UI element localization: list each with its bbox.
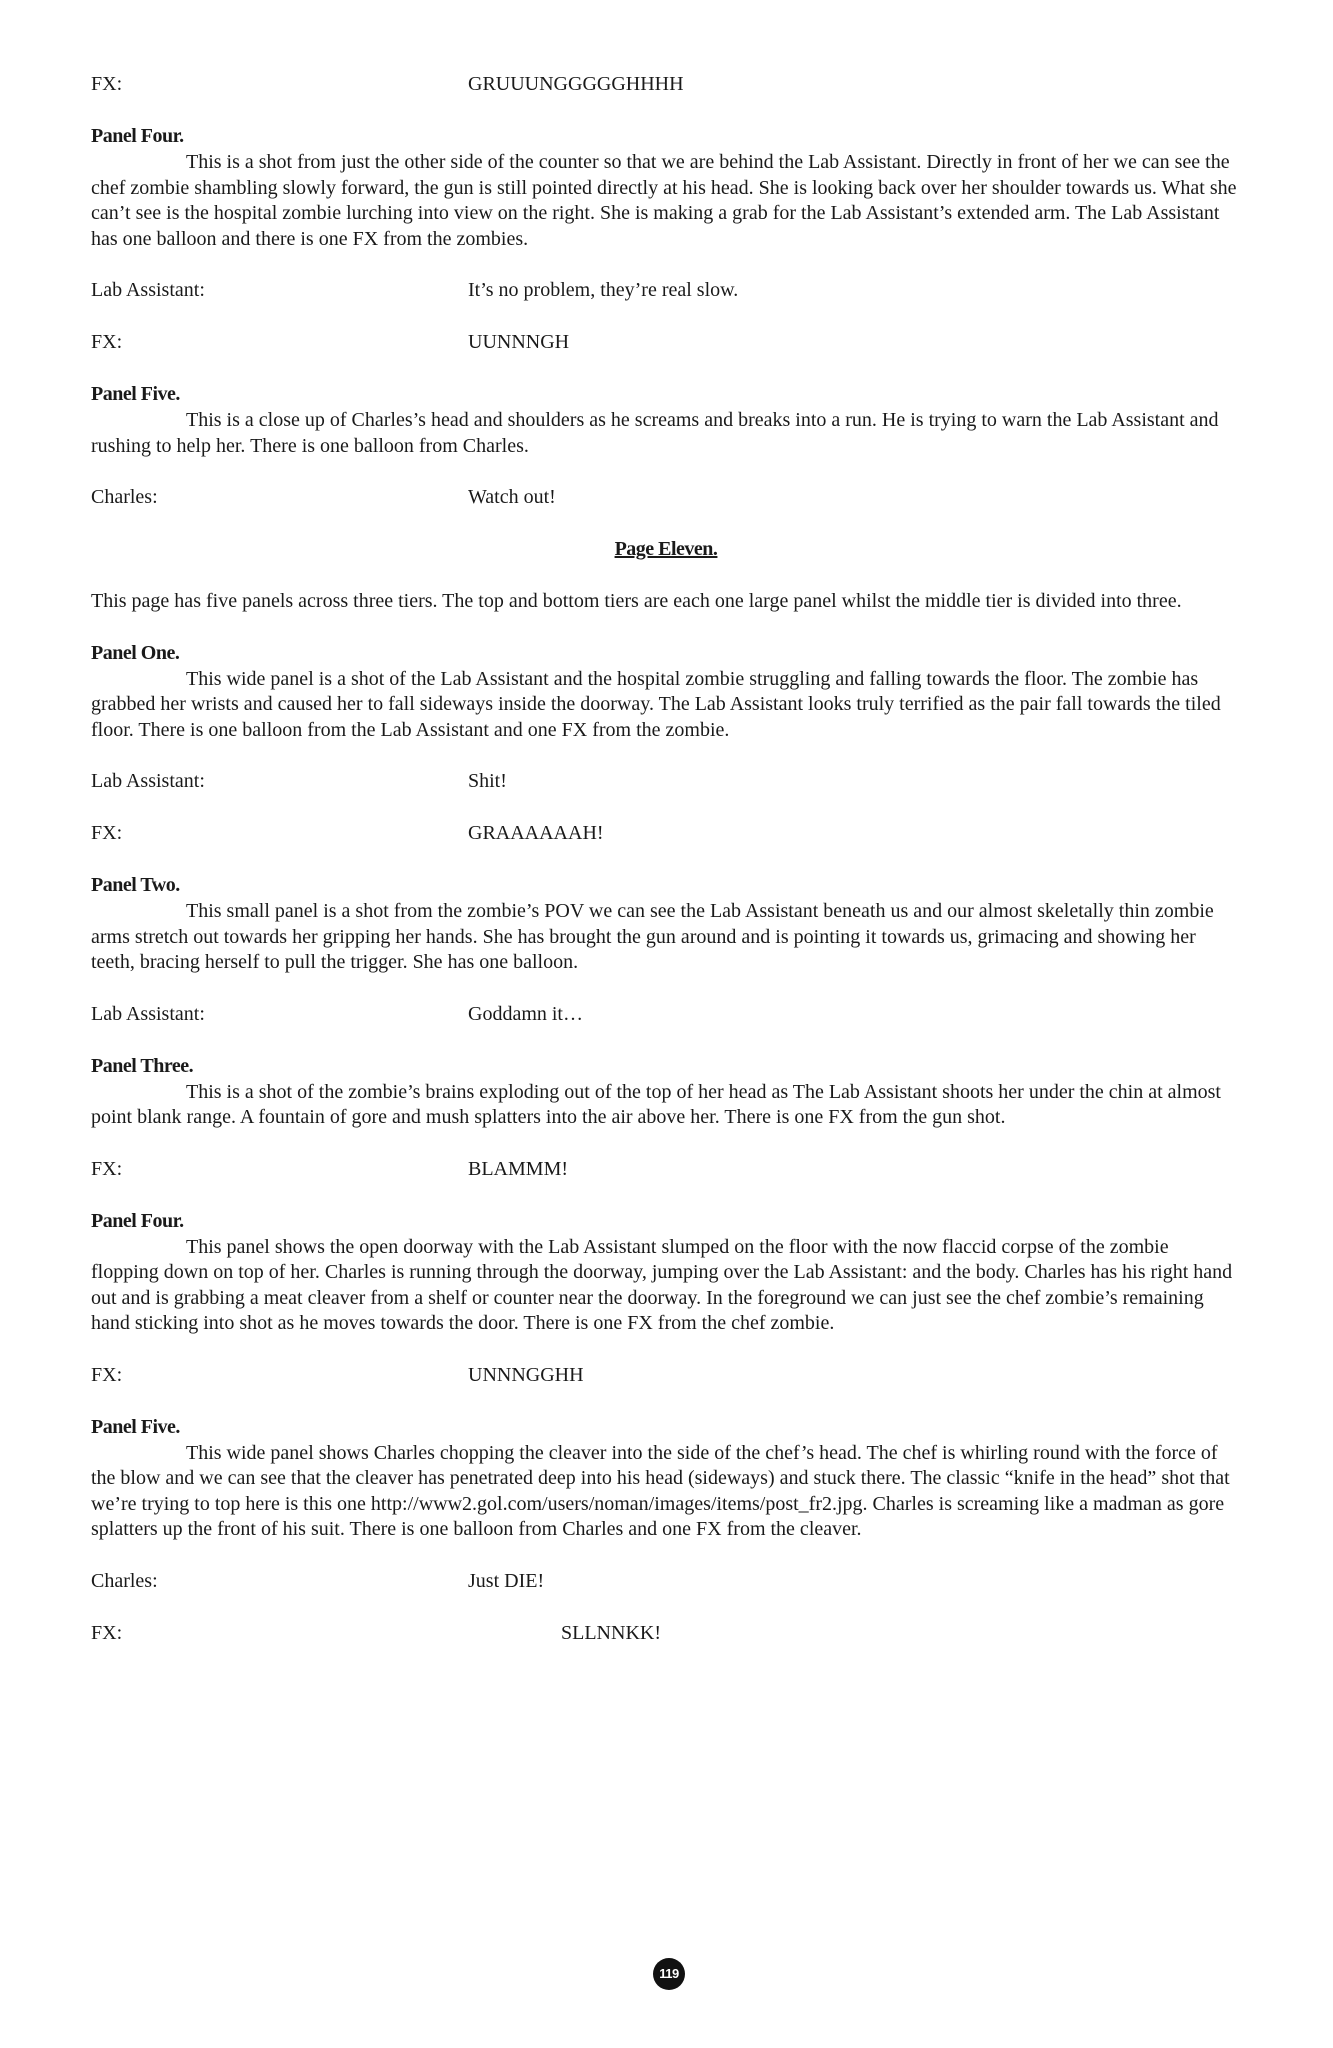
speaker: Lab Assistant: — [91, 1002, 205, 1025]
dialogue-line — [91, 821, 1241, 847]
panel-heading: Panel Five. — [91, 383, 180, 405]
panel-description: This wide panel is a shot of the Lab Assistant and the hospital zombie struggling and falling towards the floor. The zombie has grabbed her wrists and caused her to fall sideways inside the doorway. The Lab Assistant looks truly terrified as the pair fall towards the tiled floor. There is one balloon from the Lab Assistant and one FX from the zombie. — [91, 667, 1221, 741]
page-intro: This page has five panels across three tiers. The top and bottom tiers are each one large panel whilst the middle tier is divided into three. — [91, 590, 1182, 612]
script-page — [91, 72, 1241, 1673]
panel-description: This panel shows the open doorway with the Lab Assistant slumped on the floor with the now flaccid corpse of the zombie flopping down on top of her. Charles is running through the doorway, jumping over the Lab Assistant: and the body. Charles has his right hand out and is grabbing a meat cleaver from a shelf or counter near the doorway. In the foreground we can just see the chef zombie’s remaining hand sticking into shot as he moves towards the door. There is one FX from the chef zombie. — [91, 1235, 1233, 1334]
dialogue-line — [91, 278, 1241, 304]
line: Shit! — [468, 770, 507, 792]
page-title: Page Eleven. — [614, 538, 718, 560]
dialogue-line — [91, 1621, 1241, 1647]
dialogue-line — [91, 1363, 1241, 1389]
line: Watch out! — [468, 486, 556, 508]
speaker: FX: — [91, 1157, 123, 1180]
speaker: Charles: — [91, 486, 158, 508]
speaker: Charles: — [91, 1569, 158, 1592]
speaker: FX: — [91, 1621, 123, 1644]
panel-description: This small panel is a shot from the zombie’s POV we can see the Lab Assistant beneath us and our almost skeletally thin zombie arms stretch out towards her gripping her hands. She has brought the gun around and is pointing it towards us, grimacing and showing her teeth, bracing herself to pull the trigger. She has one balloon. — [91, 900, 1214, 973]
speaker: Lab Assistant: — [91, 770, 205, 792]
speaker: Lab Assistant: — [91, 279, 205, 301]
panel-description: This is a shot of the zombie’s brains exploding out of the top of her head as The Lab Assistant shoots her under the chin at almost point blank range. A fountain of gore and mush splatters into the air above her. There is one FX from the gun shot. — [91, 1080, 1221, 1128]
panel-description: This is a shot from just the other side of the counter so that we are behind the Lab Assistant. Directly in front of her we can see the chef zombie shambling slowly forward, the gun is still pointed directly at his head. She is looking back over her shoulder towards us. What she can’t see is the hospital zombie lurching into view on the right. She is making a grab for the Lab Assistant’s extended arm. The Lab Assistant has one balloon and there is one FX from the zombies. — [91, 151, 1237, 250]
panel-description: This is a close up of Charles’s head and shoulders as he screams and breaks into a run. He is trying to warn the Lab Assistant and rushing to help her. There is one balloon from Charles. — [91, 409, 1219, 457]
dialogue-line — [91, 769, 1241, 795]
panel-heading: Panel One. — [91, 641, 180, 664]
dialogue-line — [91, 72, 1241, 98]
line: Goddamn it… — [468, 1002, 583, 1025]
panel-heading: Panel Four. — [91, 1209, 184, 1232]
dialogue-line — [91, 1157, 1241, 1183]
line: Just DIE! — [468, 1569, 545, 1592]
line: UUNNNGH — [468, 331, 570, 353]
speaker: FX: — [91, 1363, 123, 1386]
panel-heading: Panel Two. — [91, 874, 180, 896]
dialogue-line — [91, 485, 1241, 511]
line: GRUUUNGGGGGHHHH — [468, 73, 684, 95]
line: UNNNGGHH — [468, 1363, 584, 1386]
speaker: FX: — [91, 73, 123, 95]
line: It’s no problem, they’re real slow. — [468, 279, 739, 301]
dialogue-line — [91, 330, 1241, 356]
panel-description: This wide panel shows Charles chopping the cleaver into the side of the chef’s head. The chef is whirling round with the force of the blow and we can see that the cleaver has penetrated deep into his head (sideways) and stuck there. The classic “knife in the head” shot that we’re trying to top here is this one http://www2.gol.com/users/noman/images/items/post_fr2.jpg. Charles is screaming like a madman as gore splatters up the front of his suit. There is one balloon from Charles and one FX from the cleaver. — [91, 1441, 1230, 1540]
speaker: FX: — [91, 331, 123, 353]
line: GRAAAAAAH! — [468, 822, 604, 844]
panel-heading: Panel Three. — [91, 1054, 194, 1077]
panel-heading: Panel Four. — [91, 125, 184, 147]
speaker: FX: — [91, 822, 123, 844]
dialogue-line — [91, 1002, 1241, 1028]
dialogue-line — [91, 1569, 1241, 1595]
line: SLLNNKK! — [561, 1621, 661, 1644]
page-number-badge: 119 — [653, 1958, 685, 1990]
panel-heading: Panel Five. — [91, 1415, 180, 1438]
line: BLAMMM! — [468, 1157, 569, 1180]
